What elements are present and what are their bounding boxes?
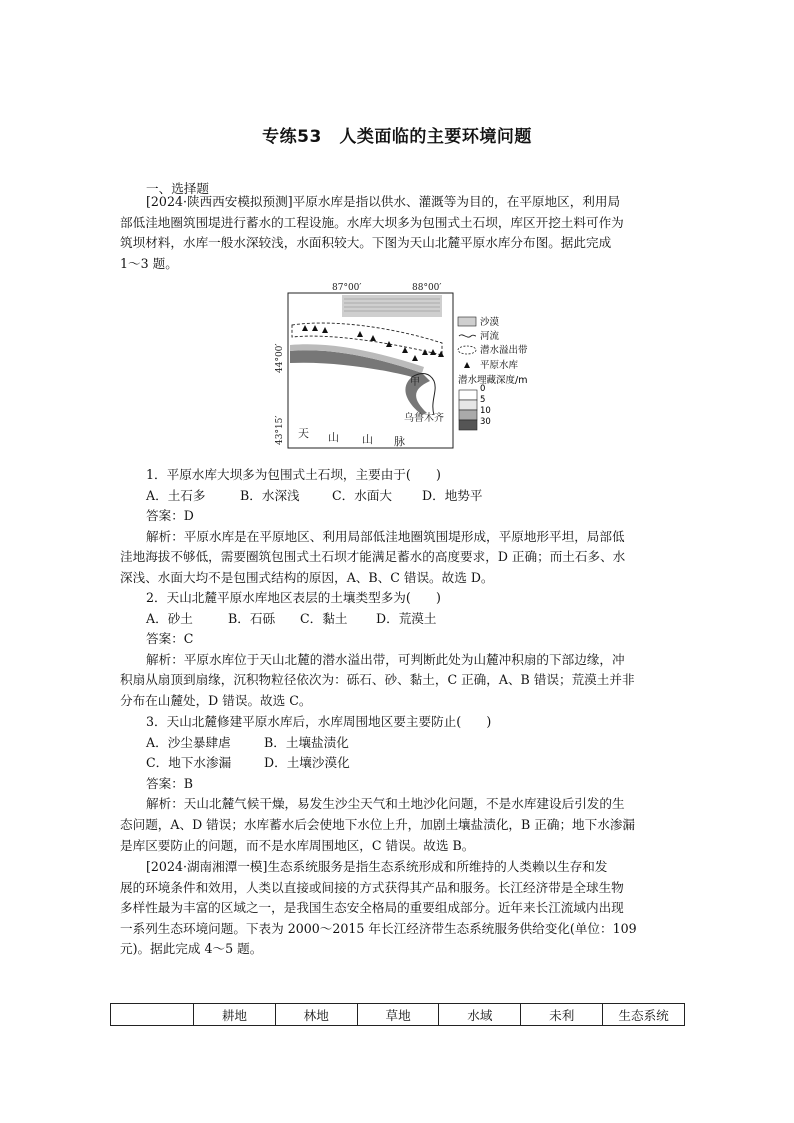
mountain-char-4: 脉 [394,435,405,448]
q1-option-b: B．水深浅 [240,487,300,503]
legend-river-swatch [459,335,476,337]
table-header-row [111,1004,685,1026]
question-3 [120,712,676,856]
legend-depth-10: 10 [480,406,491,416]
text-line: 部低洼地圈筑围堤进行蓄水的工程设施。水库大坝多为包围式土石坝，库区开挖土料可作为 [120,214,624,230]
question-1 [120,465,676,589]
lon-label-87: 87°00′ [332,283,362,293]
q2-option-a: A．砂土 [146,610,193,626]
lat-label-44: 44°00′ [275,343,285,373]
place-jia: 甲 [410,377,420,388]
q2-analysis-line: 分布在山麓处，D 错误。故选 C。 [120,692,312,708]
lon-label-88: 88°00′ [412,283,442,293]
q2-option-c: C．黏土 [300,610,348,626]
table-header-cell [111,1004,194,1026]
text-line: 1～3 题。 [120,255,178,271]
intro-paragraph-1 [120,192,676,274]
text-line: [2024·陕西西安模拟预测]平原水库是指以供水、灌溉等为目的，在平原地区，利用局 [146,194,621,209]
depth-band-30 [290,350,430,415]
text-line: 一系列生态环境问题。下表为 2000～2015 年长江经济带生态系统服务供给变化(单位：109 [120,920,637,936]
q1-analysis-line: 深浅、水面大均不是包围式结构的原因，A、B、C 错误。故选 D。 [120,569,494,585]
map-legend [458,316,528,430]
legend-depth-title: 潜水埋藏深度/m [458,375,528,386]
page-title: 专练53 人类面临的主要环境问题 [262,127,532,147]
q3-stem: 3．天山北麓修建平原水库后，水库周围地区要主要防止( ) [146,714,492,729]
q2-stem: 2．天山北麓平原水库地区表层的土壤类型多为( ) [146,590,441,605]
desert-area [342,295,442,317]
table-header-cell: 草地 [357,1004,439,1026]
q1-analysis-line: 解析：平原水库是在平原地区、利用局部低洼地圈筑围堤形成，平原地形平坦，局部低 [146,528,625,544]
table-header-cell: 林地 [275,1004,357,1026]
text-line: 筑坝材料，水库一般水深较浅，水面积较大。下图为天山北麓平原水库分布图。据此完成 [120,235,612,250]
q1-options [146,486,676,507]
legend-desert-swatch [458,317,476,326]
q2-option-d: D．荒漠土 [376,610,437,626]
q3-option-a: A．沙尘暴肆虐 [146,734,231,750]
q2-option-b: B．石砾 [228,610,276,626]
section-label: 一、选择题 [146,181,209,196]
q2-analysis-line: 解析：平原水库位于天山北麓的潜水溢出带，可判断此处为山麓冲积扇的下部边缘，冲 [146,651,625,667]
q1-option-a: A．土石多 [146,487,206,503]
lat-label-43-15: 43°15′ [275,415,285,445]
legend-overflow-label: 潜水溢出带 [480,345,528,356]
table-header-cell: 未利 [521,1004,603,1026]
legend-reservoir-swatch [464,362,470,368]
q1-analysis-line: 洼地海拔不够低，需要圈筑包围式土石坝才能满足蓄水的高度要求，D 正确；而土石多、水 [120,549,626,565]
mountain-char-2: 山 [328,431,339,444]
reservoir-map [262,281,552,453]
q3-analysis-line: 解析：天山北麓气候干燥，易发生沙尘天气和土地沙化问题，不是水库建设后引发的生 [146,796,625,812]
legend-depth-0: 0 [480,384,486,394]
text-line: 展的环境条件和效用，人类以直接或间接的方式获得其产品和服务。长江经济带是全球生物 [120,879,624,895]
mountain-char-3: 山 [362,433,373,446]
legend-depth-30: 30 [480,417,491,427]
q3-analysis-line: 态问题，A、D 错误；水库蓄水后会使地下水位上升，加剧土壤盐渍化，B 正确；地下水渗漏 [120,816,636,832]
text-line: 元)。据此完成 4～5 题。 [120,941,263,957]
q3-option-b: B．土壤盐渍化 [264,734,349,750]
q1-answer: 答案：D [146,508,194,524]
mountain-char-1: 天 [298,427,309,440]
q1-stem: 1．平原水库大坝多为包围式土石坝，主要由于( ) [146,467,441,482]
legend-river-label: 河流 [480,331,500,342]
q1-option-c: C．水面大 [332,487,393,503]
legend-depth-5: 5 [480,395,486,405]
ecosystem-service-table [110,1003,685,1026]
q3-options-row2 [146,753,676,774]
q3-answer: 答案：B [146,775,194,791]
intro-paragraph-2 [120,857,676,960]
q1-option-d: D．地势平 [422,487,483,503]
question-2 [120,588,676,712]
q3-option-d: D．土壤沙漠化 [264,755,350,771]
legend-overflow-swatch [458,346,476,354]
place-urumqi: 乌鲁木齐 [404,413,444,424]
q2-options [146,609,676,630]
table-header-cell: 生态系统 [603,1004,685,1026]
q2-analysis-line: 积扇从扇顶到扇缘，沉积物粒径依次为：砾石、砂、黏土，C 正确，A、B 错误；荒漠土并非 [120,672,635,688]
legend-desert-label: 沙漠 [480,317,500,328]
text-line: [2024·湖南湘潭一模]生态系统服务是指生态系统形成和所维持的人类赖以生存和发 [146,859,608,874]
text-line: 多样性最为丰富的区域之一，是我国生态安全格局的重要组成部分。近年来长江流域内出现 [120,900,624,916]
q3-analysis-line: 是库区要防止的问题，而不是水库周围地区，C 错误。故选 B。 [120,837,475,853]
q2-answer: 答案：C [146,631,194,647]
legend-reservoir-label: 平原水库 [480,360,519,371]
q3-options-row1 [146,733,676,754]
q3-option-c: C．地下水渗漏 [146,755,232,771]
table-header-cell: 耕地 [194,1004,276,1026]
table-header-cell: 水域 [439,1004,521,1026]
